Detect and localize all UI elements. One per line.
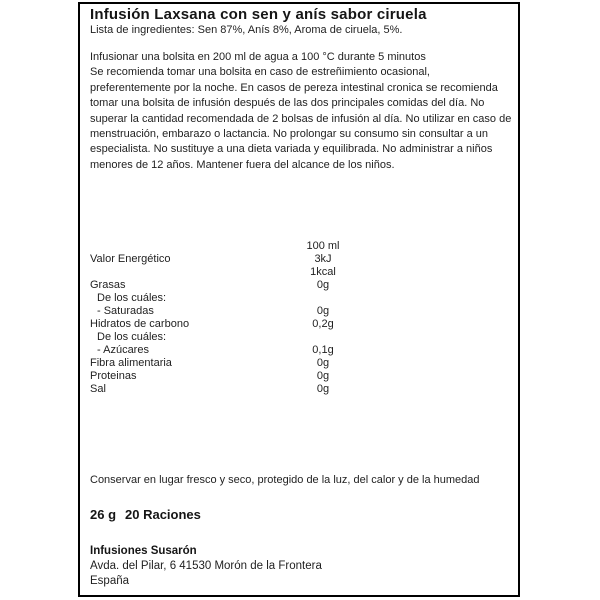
nutrition-label: Sal xyxy=(90,383,106,395)
nutrition-label: - Saturadas xyxy=(97,305,154,317)
nutrition-row-energy-kcal xyxy=(90,266,513,279)
manufacturer-name: Infusiones Susarón xyxy=(90,545,197,557)
ingredients-list: Lista de ingredientes: Sen 87%, Anís 8%, Aroma de ciruela, 5%. xyxy=(90,24,403,36)
nutrition-row-fat-of-which xyxy=(90,292,513,305)
nutrition-value: 1kcal xyxy=(310,266,336,278)
nutrition-row-protein xyxy=(90,370,513,383)
nutrition-label: Hidratos de carbono xyxy=(90,318,190,330)
nutrition-label: Proteinas xyxy=(90,370,137,382)
nutrition-column-header: 100 ml xyxy=(306,240,340,252)
weight-servings-line xyxy=(90,507,513,523)
nutrition-row-fat xyxy=(90,279,513,292)
label-box xyxy=(78,2,520,597)
nutrition-row-carb-of-which xyxy=(90,331,513,344)
nutrition-row-sugars xyxy=(90,344,513,357)
preparation-instructions: Infusionar una bolsita en 200 ml de agua a 100 °C durante 5 minutos xyxy=(90,51,426,63)
nutrition-label: - Azúcares xyxy=(97,344,149,356)
manufacturer-address: Avda. del Pilar, 6 41530 Morón de la Frontera xyxy=(90,560,322,572)
nutrition-value: 0g xyxy=(316,370,330,382)
storage-instructions: Conservar en lugar fresco y seco, protegido de la luz, del calor y de la humedad xyxy=(90,474,480,486)
usage-recommendations: Se recomienda tomar una bolsita en caso de estreñimiento ocasional, preferentemente por la noche. En casos de pereza intestinal cronica se recomienda tomar una bolsita de infusión después de las dos principales comidas del día. No superar la cantidad recomendada de 2 bolsas de infusión al día. No utilizar en caso de menstruación, embarazo o lactancia. No prolongar su consumo sin consultar a un especialista. No sustituye a una dieta variada y equilibrada. No administrar a niños menores de 12 años. Mantener fuera del alcance de los niños. xyxy=(90,66,512,171)
manufacturer-block xyxy=(90,544,513,589)
nutrition-header-row xyxy=(90,240,513,253)
nutrition-value: 0g xyxy=(316,305,330,317)
product-title: Infusión Laxsana con sen y anís sabor ciruela xyxy=(90,6,427,23)
nutrition-value: 0g xyxy=(316,357,330,369)
manufacturer-country: España xyxy=(90,575,130,587)
nutrition-value: 3kJ xyxy=(314,253,332,265)
usage-instructions xyxy=(90,50,513,173)
nutrition-row-saturates xyxy=(90,305,513,318)
nutrition-row-fibre xyxy=(90,357,513,370)
nutrition-label: Grasas xyxy=(90,279,126,291)
nutrition-value: 0,2g xyxy=(312,318,334,330)
nutrition-row-carbohydrates xyxy=(90,318,513,331)
nutrition-label: De los cuáles: xyxy=(97,331,167,343)
nutrition-row-salt xyxy=(90,383,513,396)
nutrition-value: 0g xyxy=(316,383,330,395)
nutrition-row-energy xyxy=(90,253,513,266)
nutrition-label: Fibra alimentaria xyxy=(90,357,172,369)
net-weight: 26 g xyxy=(90,507,117,522)
nutrition-label: De los cuáles: xyxy=(97,292,167,304)
servings-count: 20 Raciones xyxy=(125,507,201,522)
nutrition-label: Valor Energético xyxy=(90,253,171,265)
nutrition-value: 0,1g xyxy=(312,344,334,356)
nutrition-value: 0g xyxy=(316,279,330,291)
label-content xyxy=(80,4,518,595)
nutrition-table xyxy=(90,240,513,396)
